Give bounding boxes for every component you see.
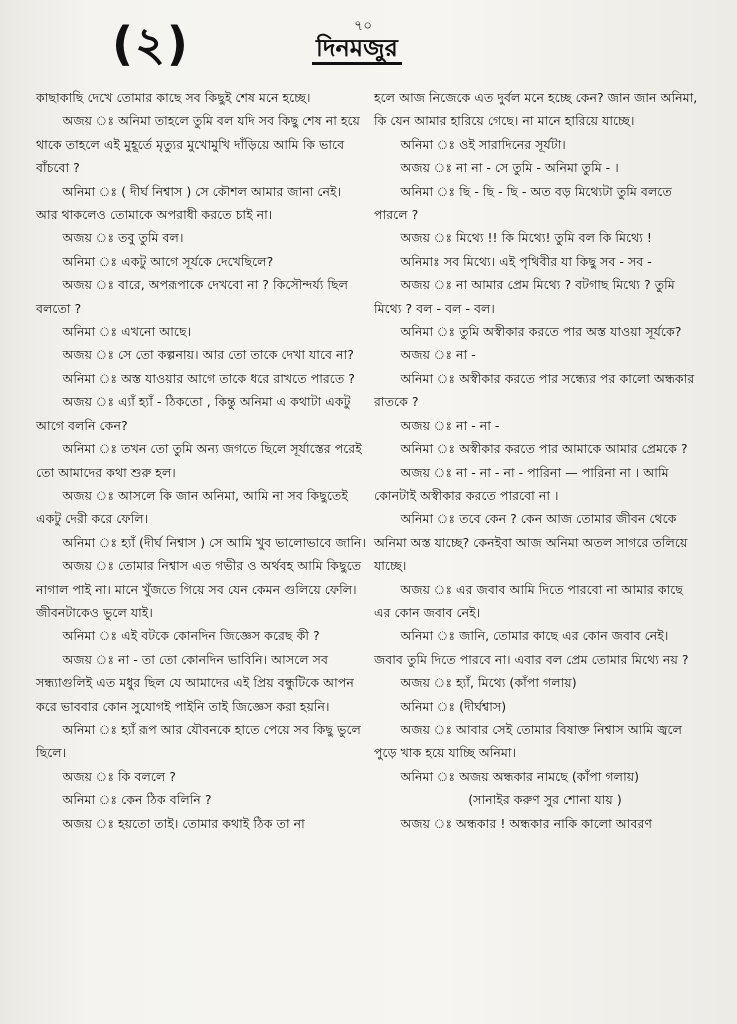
dialogue-line: অনিমা ঃ অজয় অন্ধকার নামছে (কাঁপা গলায়) — [400, 768, 640, 784]
dialogue-line: অনিমা ঃ অস্ত যাওয়ার আগে তাকে ধরে রাখতে পারতে ? — [62, 370, 355, 386]
dialogue-line: অনিমা ঃ জানি, তোমার কাছে এর কোন জবাব নেই। জবাব তুমি দিতে পারবে না। এবার বল প্রেম তোমার মিথ্যে নয় ? — [374, 628, 689, 667]
dialogue-line: অজয় ঃ তোমার নিশ্বাস এত গভীর ও অর্থবহ আমি কিছুতে নাগাল পাই না। মানে খুঁজতে গিয়ে সব যেন কেমন গুলিয়ে ফেলি। জীবনটাকেও ভুলে যাই। — [36, 558, 362, 620]
dialogue-line: অনিমা ঃ তুমি অস্বীকার করতে পার অস্ত যাওয়া সূর্যকে? — [400, 324, 682, 340]
dialogue-line: অজয় ঃ তবু তুমি বল। — [62, 230, 184, 246]
dialogue-line: অনিমা ঃ হ্যাঁ (দীর্ঘ নিশ্বাস ) সে আমি খুব ভালোভাবে জানি। — [62, 534, 366, 550]
right-column — [374, 86, 700, 835]
dialogue-line: অনিমা ঃ (দীর্ঘশ্বাস) — [400, 698, 507, 714]
handwritten-page-marker: (২) — [112, 17, 190, 71]
dialogue-line: অজয় ঃ না - না - — [400, 417, 500, 433]
dialogue-line: অজয় ঃ অনিমা তাহলে তুমি বল যদি সব কিছু শেষ না হয়ে থাকে তাহলে এই মুহূর্তে মৃত্যুর মুখোমুখি দাঁড়িয়ে আমি কি ভাবে বাঁচবো ? — [36, 113, 360, 176]
dialogue-line: অজয় ঃ মিথ্যে !! কি মিথ্যে! তুমি বল কি মিথ্যে ! — [400, 230, 652, 246]
dialogue-line: অজয় ঃ আবার সেই তোমার বিষাক্ত নিশ্বাস আমি জ্বলে পুড়ে খাক হয়ে যাচ্ছি অনিমা। — [374, 721, 683, 761]
dialogue-line: কাছাকাছি দেখে তোমার কাছে সব কিছুই শেষ মনে হচ্ছে। — [36, 90, 311, 105]
stage-direction: (সানাইর করুণ সুর শোনা যায় ) — [468, 792, 622, 808]
left-column — [36, 86, 366, 835]
dialogue-line: অনিমা ঃ এই বটকে কোনদিন জিজ্ঞেস করেছ কী ? — [62, 628, 320, 644]
dialogue-line: অনিমা ঃ ছি - ছি - ছি - অত বড় মিথ্যেটা তুমি বলতে পারলে ? — [374, 183, 672, 223]
dialogue-line: অনিমা ঃ কেন ঠিক বলিনি ? — [62, 792, 212, 808]
page-number: ৭০ — [354, 18, 373, 34]
dialogue-line: অজয় ঃ এর জবাব আমি দিতে পারবো না আমার কাছে এর কোন জবাব নেই। — [374, 581, 683, 620]
dialogue-line: অনিমা ঃ তবে কেন ? কেন আজ তোমার জীবন থেকে অনিমা অস্ত যাচ্ছে? কেনইবা আজ অনিমা অতল সাগরে তলিয়ে যাচ্ছে। — [374, 511, 688, 574]
dialogue-line: অনিমাঃ সব মিথ্যে। এই পৃথিবীর যা কিছু সব - সব - — [400, 253, 652, 269]
dialogue-line: অনিমা ঃ অস্বীকার করতে পার আমাকে আমার প্রেমকে ? — [400, 441, 688, 457]
dialogue-line: অজয় ঃ এ্যাঁ হ্যাঁ - ঠিকতো , কিন্তু অনিমা এ কথাটা একটু আগে বলনি কেন? — [36, 394, 351, 433]
dialogue-line: অনিমা ঃ অস্বীকার করতে পার সন্ধ্যের পর কালো অন্ধকার রাতকে ? — [374, 370, 695, 410]
dialogue-line: অনিমা ঃ তখন তো তুমি অন্য জগতে ছিলে সূর্যাস্তের পরেই তো আমাদের কথা শুরু হল। — [36, 441, 362, 480]
dialogue-line: অজয় ঃ অন্ধকার ! অন্ধকার নাকি কালো আবরণ — [400, 815, 653, 831]
dialogue-line: অজয় ঃ সে তো কল্পনায়। আর তো তাকে দেখা যাবে না? — [62, 347, 354, 363]
dialogue-line: অনিমা ঃ ওই সারাদিনের সূর্যটা। — [400, 136, 566, 152]
magazine-logo: দিনমজুর — [312, 34, 402, 65]
dialogue-line: অজয় ঃ না - তা তো কোনদিন ভাবিনি। আসলে সব সন্ধ্যাগুলিই এত মধুর ছিল যে আমাদের এই প্রিয় বন্ধুটিকে আপন করে ভাববার কোন সুযোগই পাইনি তাই জিজ্ঞেস করা হয়নি। — [36, 651, 354, 714]
dialogue-line: অজয় ঃ না আমার প্রেম মিথ্যে ? বটগাছ মিথ্যে ? তুমি মিথ্যে ? বল - বল - বল। — [374, 277, 675, 316]
dialogue-line: অনিমা ঃ একটু আগে সূর্যকে দেখেছিলে? — [62, 253, 274, 269]
dialogue-line: অনিমা ঃ হ্যাঁ রূপ আর যৌবনকে হাতে পেয়ে সব কিছু ভুলে ছিলে। — [36, 721, 361, 761]
dialogue-line: অজয় ঃ বারে, অপরূপাকে দেখবো না ? কিসৌন্দর্য্য ছিল বলতো ? — [36, 277, 349, 316]
dialogue-line: হলে আজ নিজেকে এত দুর্বল মনে হচ্ছে কেন? জান জান অনিমা, কি যেন আমার হারিয়ে গেছে। না মানে হারিয়ে যাচ্ছে। — [374, 90, 698, 129]
dialogue-line: অজয় ঃ আসলে কি জান অনিমা, আমি না সব কিছুতেই একটু দেরী করে ফেলি। — [36, 487, 348, 527]
dialogue-line: অজয় ঃ না - না - না - পারিনা — পারিনা না । আমি কোনটাই অস্বীকার করতে পারবো না । — [374, 464, 669, 503]
dialogue-line: অজয় ঃ হয়তো তাই। তোমার কথাই ঠিক তা না — [62, 815, 305, 831]
dialogue-line: অজয় ঃ কি বললে ? — [62, 768, 176, 784]
dialogue-line: অনিমা ঃ এখনো আছে। — [62, 324, 192, 340]
dialogue-line: অজয় ঃ না - — [400, 347, 476, 363]
dialogue-line: অজয় ঃ হ্যাঁ, মিথ্যে (কাঁপা গলায়) — [400, 675, 577, 691]
dialogue-line: অনিমা ঃ ( দীর্ঘ নিশ্বাস ) সে কৌশল আমার জানা নেই। আর থাকলেও তোমাকে অপরাধী করতে চাই না। — [36, 183, 342, 223]
dialogue-line: অজয় ঃ না না - সে তুমি - অনিমা তুমি - । — [400, 160, 619, 176]
